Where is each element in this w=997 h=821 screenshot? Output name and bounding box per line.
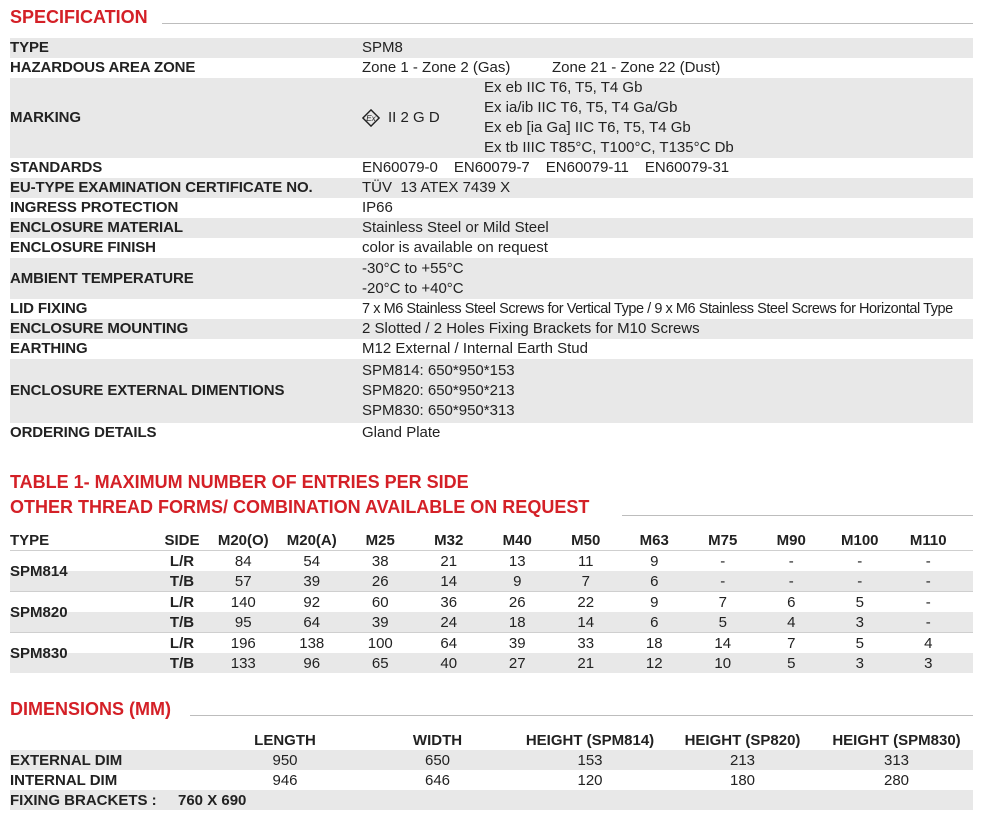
col-thread: M32	[434, 531, 464, 549]
fixing-value: 760 X 690	[178, 791, 247, 809]
dim-cell: 946	[272, 771, 298, 789]
ambient-line: -30°C to +55°C	[362, 259, 464, 277]
entries-group	[10, 550, 973, 591]
spec-row-finish	[10, 238, 973, 258]
entries-cell: 3	[855, 613, 864, 631]
spec-row-zone	[10, 58, 973, 78]
entries-cell: -	[857, 552, 863, 570]
entries-cell: 5	[787, 654, 796, 672]
entries-cell: 65	[371, 654, 389, 672]
spec-label: ORDERING DETAILS	[10, 424, 157, 441]
entries-row	[10, 571, 973, 591]
entries-row	[10, 612, 973, 632]
spec-label: MARKING	[10, 109, 81, 126]
entries-cell: 21	[440, 552, 458, 570]
entries-side: T/B	[169, 572, 195, 590]
entries-cell: 27	[508, 654, 526, 672]
spec-label: EU-TYPE EXAMINATION CERTIFICATE NO.	[10, 179, 313, 196]
dim-cell: 153	[577, 751, 603, 769]
spec-label: ENCLOSURE MOUNTING	[10, 320, 189, 337]
entries-cell: 22	[577, 593, 595, 611]
spec-row-mounting	[10, 319, 973, 339]
entries-group	[10, 591, 973, 632]
entries-cell: 10	[714, 654, 732, 672]
spec-label: INGRESS PROTECTION	[10, 199, 179, 216]
spec-row-dimensions	[10, 359, 973, 423]
dimensions-heading: DIMENSIONS (MM)	[10, 699, 171, 719]
spec-label: ENCLOSURE EXTERNAL DIMENTIONS	[10, 382, 285, 399]
spec-row-standards	[10, 158, 973, 178]
col-side: SIDE	[164, 531, 200, 549]
spec-row-marking	[10, 78, 973, 158]
entries-cell: 9	[650, 593, 659, 611]
entries-cell: 5	[855, 634, 864, 652]
col-thread: M110	[909, 531, 947, 549]
dim-cell: 120	[577, 771, 603, 789]
entries-cell: 24	[440, 613, 458, 631]
fixing-brackets-row	[10, 790, 973, 810]
entries-cell: -	[925, 552, 931, 570]
entries-cell: 26	[371, 572, 389, 590]
standard: EN60079-31	[644, 159, 730, 176]
entries-cell: 14	[440, 572, 458, 590]
entries-cell: 40	[440, 654, 458, 672]
entries-cell: 14	[577, 613, 595, 631]
dim-col: LENGTH	[254, 731, 316, 749]
spec-value: SPM8	[362, 39, 403, 56]
spec-row-type	[10, 38, 973, 58]
zone-gas: Zone 1 - Zone 2 (Gas)	[362, 59, 511, 76]
entries-cell: -	[788, 572, 794, 590]
dim-cell: 650	[424, 751, 451, 769]
entries-cell: 12	[645, 654, 663, 672]
spec-label: ENCLOSURE FINISH	[10, 239, 156, 256]
spec-row-material	[10, 218, 973, 238]
entries-cell: 36	[440, 593, 458, 611]
entries-cell: 3	[855, 654, 864, 672]
entries-cell: 138	[299, 634, 325, 652]
spec-label: AMBIENT TEMPERATURE	[10, 269, 194, 287]
entries-cell: 6	[650, 572, 659, 590]
entries-cell: 84	[234, 552, 252, 570]
dimension-line: SPM820: 650*950*213	[362, 382, 515, 399]
entries-cell: 21	[577, 654, 595, 672]
dim-cell: 213	[729, 751, 756, 769]
spec-row-ingress	[10, 198, 973, 218]
entries-cell: 39	[371, 613, 389, 631]
dim-cell: 950	[272, 751, 298, 769]
dimension-line: SPM830: 650*950*313	[362, 402, 515, 419]
entries-cell: 100	[367, 634, 393, 652]
ex-hexagon-icon	[362, 109, 380, 127]
entries-cell: -	[925, 613, 931, 631]
entries-cell: -	[720, 572, 726, 590]
entries-cell: 18	[508, 613, 526, 631]
spec-label: STANDARDS	[10, 159, 103, 176]
entries-side: L/R	[169, 552, 195, 570]
spec-value: Stainless Steel or Mild Steel	[362, 219, 549, 236]
dim-col: WIDTH	[412, 731, 463, 749]
spec-label: ENCLOSURE MATERIAL	[10, 219, 183, 236]
entries-cell: 57	[234, 572, 252, 590]
marking-line: Ex tb IIIC T85°C, T100°C, T135°C Db	[484, 139, 734, 156]
spec-value: IP66	[362, 199, 393, 216]
entries-cell: 39	[508, 634, 526, 652]
spec-value: M12 External / Internal Earth Stud	[362, 340, 588, 357]
entries-cell: -	[857, 572, 863, 590]
entries-heading-line1: TABLE 1- MAXIMUM NUMBER OF ENTRIES PER SIDE	[10, 472, 469, 492]
spec-table	[10, 38, 973, 443]
entries-cell: 9	[650, 552, 659, 570]
entries-group	[10, 632, 973, 673]
standard: EN60079-0	[362, 159, 438, 176]
entries-cell: 6	[787, 593, 796, 611]
entries-rule	[622, 515, 973, 516]
entries-cell: 95	[234, 613, 252, 631]
entries-side: T/B	[169, 654, 195, 672]
dim-col: HEIGHT (SP820)	[684, 731, 801, 749]
spec-value: Gland Plate	[362, 424, 441, 441]
entries-side: L/R	[169, 634, 195, 652]
spec-label: EARTHING	[10, 340, 88, 357]
col-thread: M25	[365, 531, 395, 549]
entries-table	[10, 530, 973, 673]
entries-cell: 196	[230, 634, 256, 652]
entries-cell: -	[925, 593, 931, 611]
specification-rule	[162, 23, 973, 24]
col-thread: M50	[571, 531, 601, 549]
entries-cell: 38	[371, 552, 389, 570]
entries-row	[10, 653, 973, 673]
spec-label: HAZARDOUS AREA ZONE	[10, 59, 196, 76]
entries-row	[10, 633, 973, 653]
col-thread: M75	[708, 531, 738, 549]
entries-cell: 18	[645, 634, 663, 652]
marking-line: Ex ia/ib IIC T6, T5, T4 Ga/Gb	[484, 99, 678, 116]
spec-label: TYPE	[10, 39, 49, 56]
dim-cell: 646	[424, 771, 451, 789]
spec-value: 7 x M6 Stainless Steel Screws for Vertical Type / 9 x M6 Stainless Steel Screws for Horizontal Type	[362, 301, 953, 317]
col-thread: M20(A)	[286, 531, 337, 549]
entries-cell: 5	[718, 613, 727, 631]
marking-line: Ex eb [ia Ga] IIC T6, T5, T4 Gb	[484, 119, 691, 136]
entries-cell: 92	[303, 593, 321, 611]
zone-dust: Zone 21 - Zone 22 (Dust)	[552, 59, 721, 76]
entries-cell: 33	[577, 634, 595, 652]
entries-body	[10, 550, 973, 673]
spec-row-lid	[10, 299, 973, 319]
col-type: TYPE	[10, 531, 50, 549]
spec-row-ambient	[10, 258, 973, 299]
standard: EN60079-11	[545, 159, 629, 176]
entries-cell: 9	[513, 572, 522, 590]
standard: EN60079-7	[453, 159, 530, 176]
col-thread: M100	[840, 531, 879, 549]
svg-text:Ex: Ex	[366, 114, 376, 124]
entries-side: L/R	[169, 593, 195, 611]
entries-cell: 39	[303, 572, 321, 590]
col-thread: M20(O)	[217, 531, 269, 549]
spec-row-earthing	[10, 339, 973, 359]
entries-cell: -	[925, 572, 931, 590]
entries-cell: 13	[508, 552, 526, 570]
dim-col: HEIGHT (SPM830)	[832, 731, 961, 749]
spec-label: LID FIXING	[10, 300, 88, 317]
entries-heading-line2: OTHER THREAD FORMS/ COMBINATION AVAILABLE ON REQUEST	[10, 497, 590, 517]
marking-line: Ex eb IIC T6, T5, T4 Gb	[484, 79, 643, 96]
col-thread: M90	[776, 531, 806, 549]
entries-side: T/B	[169, 613, 195, 631]
spec-value: color is available on request	[362, 239, 548, 256]
entries-cell: 6	[650, 613, 659, 631]
entries-cell: 11	[577, 552, 594, 570]
entries-type-name: SPM820	[10, 603, 68, 621]
dimensions-row-external	[10, 750, 973, 770]
entries-cell: -	[788, 552, 794, 570]
entries-cell: 4	[924, 634, 933, 652]
entries-cell: 7	[787, 634, 796, 652]
dimensions-row-internal	[10, 770, 973, 790]
entries-type-name: SPM830	[10, 644, 68, 662]
col-thread: M40	[502, 531, 532, 549]
entries-cell: 7	[581, 572, 590, 590]
dimensions-header-row	[10, 730, 973, 750]
entries-cell: 64	[440, 634, 458, 652]
entries-cell: 5	[855, 593, 864, 611]
fixing-label: FIXING BRACKETS :	[10, 791, 157, 809]
entries-row	[10, 551, 973, 571]
entries-cell: -	[720, 552, 726, 570]
entries-cell: 26	[508, 593, 526, 611]
specification-heading: SPECIFICATION	[10, 7, 148, 27]
col-thread: M63	[639, 531, 669, 549]
dim-row-label: EXTERNAL DIM	[10, 751, 123, 769]
dim-row-label: INTERNAL DIM	[10, 771, 118, 789]
entries-cell: 3	[924, 654, 933, 672]
entries-cell: 133	[230, 654, 256, 672]
entries-type-name: SPM814	[10, 562, 68, 580]
spec-value: 2 Slotted / 2 Holes Fixing Brackets for M10 Screws	[362, 320, 700, 337]
spec-row-certificate	[10, 178, 973, 198]
entries-cell: 54	[303, 552, 321, 570]
dim-cell: 313	[883, 751, 910, 769]
entries-row	[10, 592, 973, 612]
entries-cell: 4	[787, 613, 796, 631]
dimensions-rule	[190, 715, 973, 716]
spec-value: TÜV 13 ATEX 7439 X	[362, 179, 511, 196]
dimension-line: SPM814: 650*950*153	[362, 362, 515, 379]
entries-cell: 96	[303, 654, 321, 672]
spec-row-ordering	[10, 423, 973, 443]
entries-cell: 60	[371, 593, 389, 611]
entries-cell: 140	[230, 593, 256, 611]
ambient-line: -20°C to +40°C	[362, 279, 464, 297]
dim-col: HEIGHT (SPM814)	[525, 731, 655, 749]
ex-group: II 2 G D	[388, 109, 440, 126]
entries-cell: 64	[303, 613, 321, 631]
entries-cell: 14	[714, 634, 732, 652]
dim-cell: 180	[729, 771, 756, 789]
entries-header-row	[10, 530, 973, 550]
dim-cell: 280	[883, 771, 910, 789]
entries-cell: 7	[718, 593, 727, 611]
dimensions-table	[10, 730, 973, 810]
